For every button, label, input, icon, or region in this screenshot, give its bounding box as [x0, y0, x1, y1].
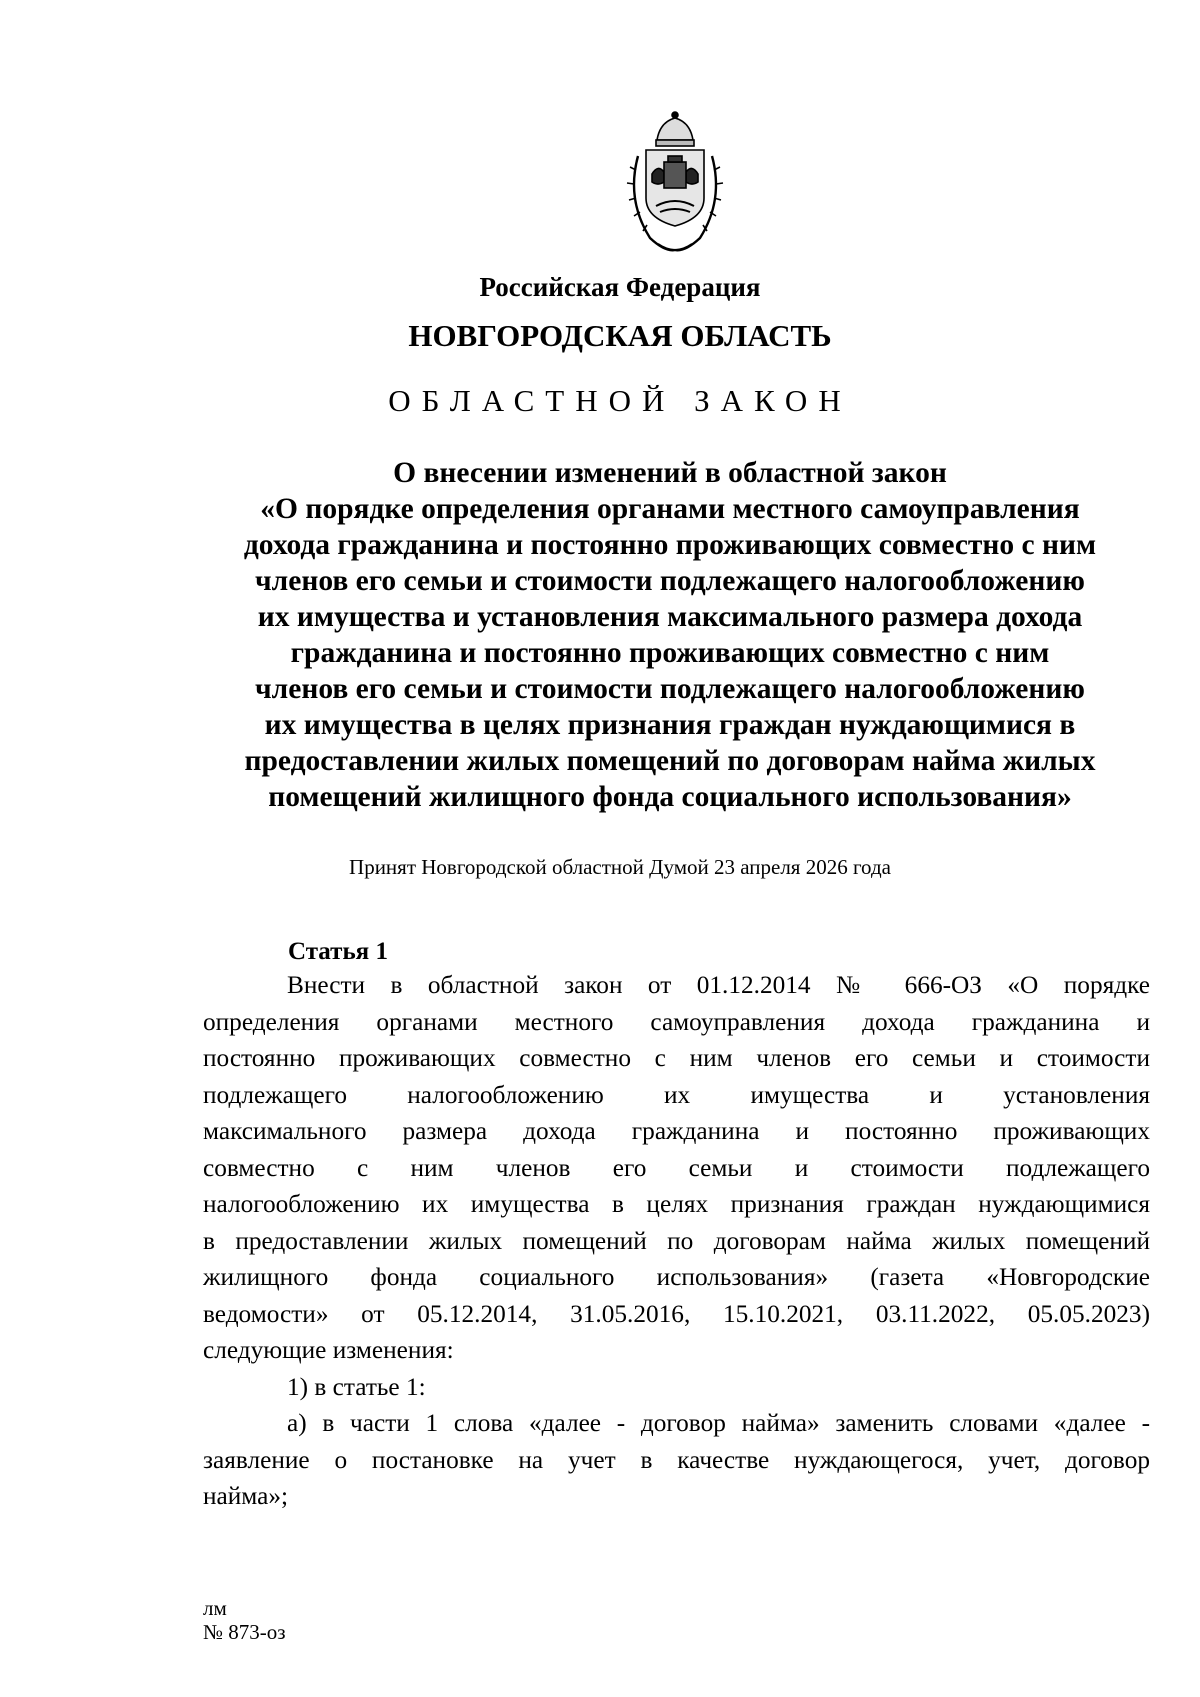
article-line: 1) в статье 1:	[287, 1372, 426, 1401]
title-line: гражданина и постоянно проживающих совместно с ним	[290, 637, 1050, 669]
title-line: О внесении изменений в областной закон	[393, 457, 947, 489]
article-line: определения органами местного самоуправления дохода гражданина и	[203, 1007, 1150, 1036]
article-heading: Статья 1	[288, 938, 388, 965]
article-line: Внести в областной закон от 01.12.2014 № 666-ОЗ «О порядке	[287, 971, 1150, 999]
article-body	[203, 967, 1150, 1515]
article-line: следующие изменения:	[203, 1336, 454, 1364]
adoption-note: Принят Новгородской областной Думой 23 апреля 2026 года	[349, 855, 891, 879]
title-line: членов его семьи и стоимости подлежащего налогообложению	[255, 565, 1085, 597]
title-line: их имущества и установления максимального размера дохода	[257, 601, 1083, 633]
region-heading: НОВГОРОДСКАЯ ОБЛАСТЬ	[408, 318, 832, 353]
title-line: дохода гражданина и постоянно проживающих совместно с ним	[243, 529, 1097, 561]
article-line: совместно с ним членов его семьи и стоимости подлежащего	[203, 1153, 1150, 1182]
footer-number: № 873-оз	[203, 1620, 286, 1644]
title-line: «О порядке определения органами местного самоуправления	[260, 493, 1080, 525]
article-line: ведомости» от 05.12.2014, 31.05.2016, 15.10.2021, 03.11.2022, 05.05.2023)	[203, 1299, 1150, 1328]
article-line: максимального размера дохода гражданина и постоянно проживающих	[203, 1117, 1150, 1145]
article-line: налогообложению их имущества в целях признания граждан нуждающимися	[203, 1190, 1150, 1218]
title-line: предоставлении жилых помещений по договорам найма жилых	[244, 745, 1096, 777]
law-title	[190, 455, 1150, 815]
article-line: заявление о постановке на учет в качестве нуждающегося, учет, договор	[203, 1445, 1150, 1474]
country-heading: Российская Федерация	[479, 272, 761, 302]
coat-of-arms-emblem	[620, 110, 730, 260]
article-line: а) в части 1 слова «далее - договор найма» заменить словами «далее -	[287, 1409, 1150, 1437]
footer-initials: лм	[203, 1596, 227, 1620]
article-line: постоянно проживающих совместно с ним членов его семьи и стоимости	[203, 1044, 1150, 1072]
article-line: подлежащего налогообложению их имущества и установления	[203, 1080, 1150, 1109]
document-type-heading: ОБЛАСТНОЙ ЗАКОН	[388, 383, 852, 418]
coat-of-arms-icon	[620, 110, 730, 260]
article-line: жилищного фонда социального использования» (газета «Новгородские	[203, 1263, 1150, 1291]
article-line: в предоставлении жилых помещений по договорам найма жилых помещений	[203, 1226, 1150, 1255]
article-line: найма»;	[203, 1482, 289, 1510]
document-footer	[203, 1596, 286, 1644]
title-line: членов его семьи и стоимости подлежащего налогообложению	[255, 673, 1085, 705]
title-line: помещений жилищного фонда социального использования»	[268, 781, 1072, 813]
title-line: их имущества в целях признания граждан нуждающимися в	[264, 709, 1076, 741]
